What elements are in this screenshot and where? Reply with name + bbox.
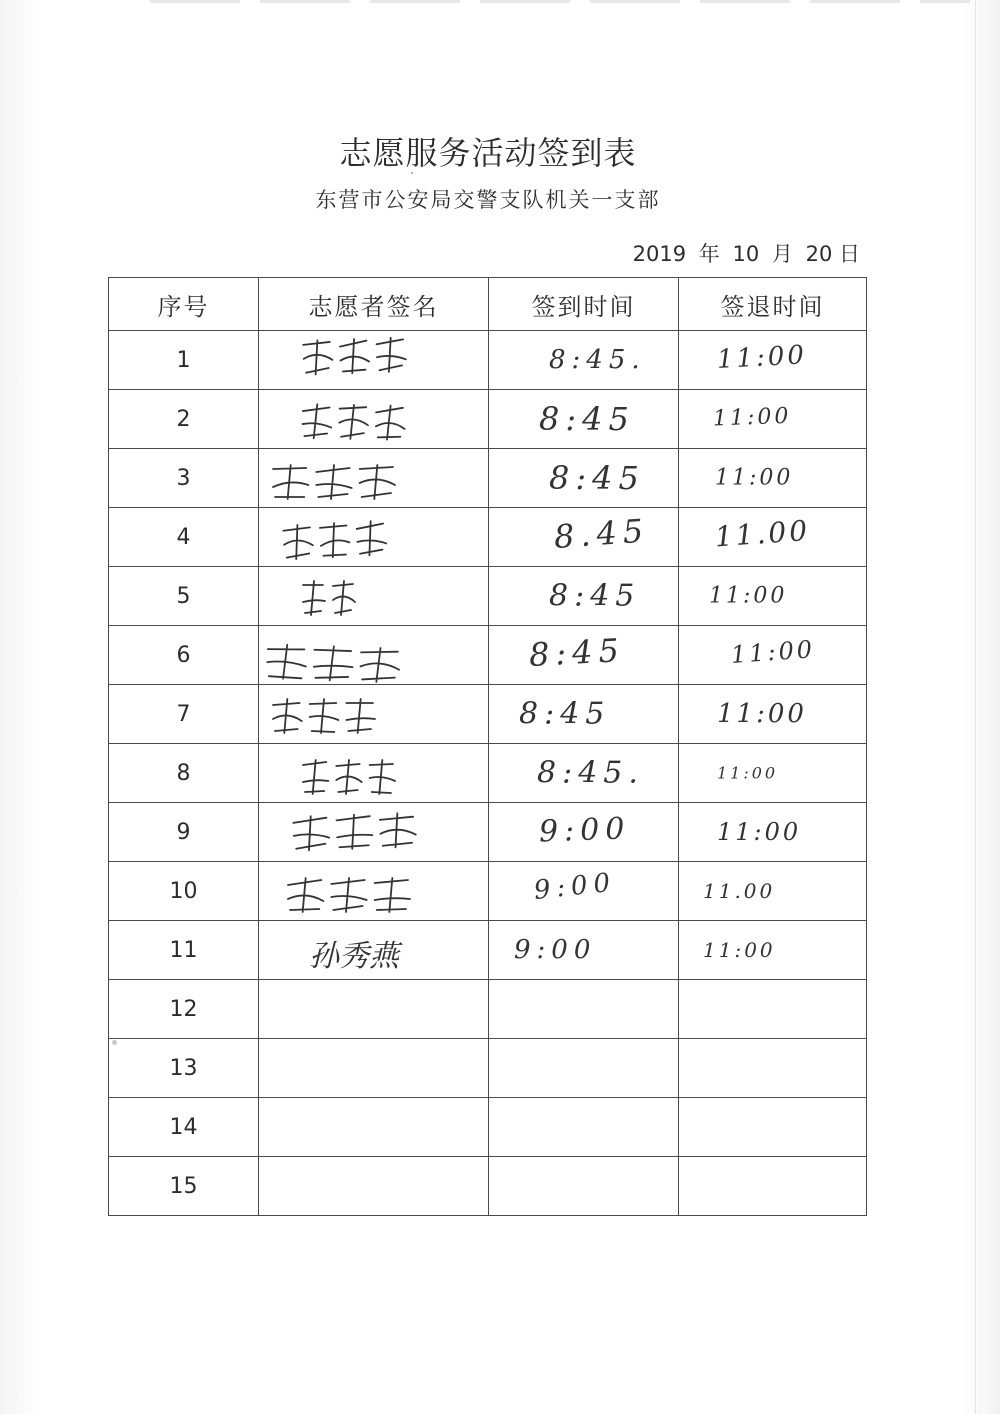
signature-cell [259,508,489,567]
table-row [109,803,867,862]
sign-in-time-cell [489,803,679,862]
signature-scribble [259,626,489,684]
sign-out-time: 11:00 [717,699,807,729]
sign-in-time-cell [489,449,679,508]
handwritten-signature [259,921,488,979]
sign-in-time-cell [489,331,679,390]
sign-in-time: 8:45 [528,631,626,674]
row-number: 6 [109,626,259,685]
row-number: 11 [109,921,259,980]
signature-cell [259,567,489,626]
sign-in-time-cell [489,567,679,626]
sign-out-time-cell [679,744,867,803]
signature-scribble [259,862,489,920]
scan-artifact-top [150,0,970,3]
sign-out-time-cell [679,567,867,626]
sign-out-time: 11:00 [715,465,794,491]
sign-out-time-cell [679,980,867,1039]
date-year-unit: 年 [698,242,720,266]
header-row [109,278,867,331]
handwritten-signature [259,803,488,861]
sign-out-time-cell [679,1098,867,1157]
sign-out-time-cell [679,626,867,685]
signature-cell [259,331,489,390]
handwritten-signature [259,685,488,743]
signature-cell [259,1157,489,1216]
row-number: 4 [109,508,259,567]
sign-in-time-cell [489,744,679,803]
table-row [109,921,867,980]
sign-in-time: 8:45 [549,578,641,614]
sign-in-time-cell [489,1098,679,1157]
table-row [109,449,867,508]
date-month: 10 [732,242,760,266]
row-number: 9 [109,803,259,862]
sign-out-time: 11.00 [703,879,776,903]
sign-in-time-cell [489,1039,679,1098]
table-row [109,390,867,449]
signature-cell [259,449,489,508]
sign-out-time: 11:00 [717,818,802,846]
signature-scribble [259,567,489,625]
organization-subtitle: 东营市公安局交警支队机关一支部 [315,188,661,212]
signature-cell [259,980,489,1039]
row-number: 12 [109,980,259,1039]
table-row [109,862,867,921]
sign-out-time-cell [679,1157,867,1216]
table-row [109,508,867,567]
table-row [109,980,867,1039]
row-number: 5 [109,567,259,626]
sign-in-time: 9:00 [532,867,618,906]
date-month-unit: 月 [771,242,793,266]
signature-cell [259,1098,489,1157]
sign-in-time: 8:45 [519,696,611,732]
handwritten-signature [259,449,488,507]
signature-scribble [259,331,489,389]
signature-scribble [259,508,489,566]
signature-scribble [259,449,489,507]
sign-in-time-cell [489,685,679,744]
sign-out-time: 11:00 [717,763,779,783]
sign-out-time-cell [679,1039,867,1098]
signature-cell [259,862,489,921]
handwritten-signature [259,567,488,625]
sign-out-time-cell [679,331,867,390]
signature-scribble [259,803,489,861]
row-number: 13 [109,1039,259,1098]
sign-in-time-cell [489,980,679,1039]
signature-scribble [259,744,489,802]
handwritten-signature [259,744,488,802]
sign-in-time: 8:45 [549,459,645,497]
table-row [109,331,867,390]
signin-table [108,277,867,1216]
handwritten-signature [259,862,488,920]
page-title: 志愿服务活动签到表 [339,134,637,172]
row-number: 1 [109,331,259,390]
sign-out-time-cell [679,803,867,862]
row-number: 2 [109,390,259,449]
sign-in-time-cell [489,390,679,449]
signature-cell [259,744,489,803]
sign-out-time-cell [679,449,867,508]
scan-speck [112,1040,117,1045]
sign-in-time-cell [489,1157,679,1216]
handwritten-signature [259,390,488,448]
sign-out-time: 11:00 [709,583,788,609]
row-number: 7 [109,685,259,744]
sign-in-time-cell [489,508,679,567]
document-date [560,238,860,268]
sign-out-time: 11.00 [713,513,812,554]
sign-out-time-cell [679,685,867,744]
sign-in-time: 8.45 [552,511,651,556]
table-row [109,685,867,744]
sign-out-time-cell [679,508,867,567]
sign-in-time: 8:45 [539,400,635,438]
sign-out-time: 11:00 [703,938,776,962]
header-sign-in-time: 签到时间 [489,278,679,331]
row-number: 10 [109,862,259,921]
table-header [109,278,867,331]
signature-scribble [259,685,489,743]
sign-out-time: 11:00 [730,635,816,669]
table-body [109,331,867,1216]
date-day: 20 [805,242,833,266]
handwritten-signature [259,626,488,684]
date-day-unit: 日 [839,242,860,266]
signature-text: 孙秀燕 [309,939,399,974]
sign-out-time-cell [679,862,867,921]
row-number: 3 [109,449,259,508]
row-number: 8 [109,744,259,803]
table-row [109,567,867,626]
signature-scribble [259,390,489,448]
signature-cell [259,626,489,685]
sign-in-time: 8:45. [537,755,644,791]
sign-in-time: 9:00 [514,935,597,965]
table-row [109,744,867,803]
sign-out-time-cell [679,390,867,449]
row-number: 15 [109,1157,259,1216]
signature-cell [259,685,489,744]
sign-in-time-cell [489,862,679,921]
sign-in-time: 8:45. [549,345,646,375]
header-number: 序号 [109,278,259,331]
sign-in-time-cell [489,626,679,685]
signature-cell [259,390,489,449]
sign-out-time: 11:00 [716,340,808,375]
row-number: 14 [109,1098,259,1157]
table-row [109,1098,867,1157]
sign-in-time-cell [489,921,679,980]
table-row [109,1157,867,1216]
handwritten-signature [259,331,488,389]
signature-cell [259,1039,489,1098]
sign-in-time: 9:00 [538,811,631,850]
header-signature: 志愿者签名 [259,278,489,331]
handwritten-signature [259,508,488,566]
signature-cell [259,803,489,862]
date-year: 2019 [632,242,687,266]
sign-out-time-cell [679,921,867,980]
signature-cell [259,921,489,980]
header-sign-out-time: 签退时间 [679,278,867,331]
table-row [109,1039,867,1098]
sign-out-time: 11:00 [712,403,792,432]
stray-mark: ˋ [410,172,415,183]
table-row [109,626,867,685]
